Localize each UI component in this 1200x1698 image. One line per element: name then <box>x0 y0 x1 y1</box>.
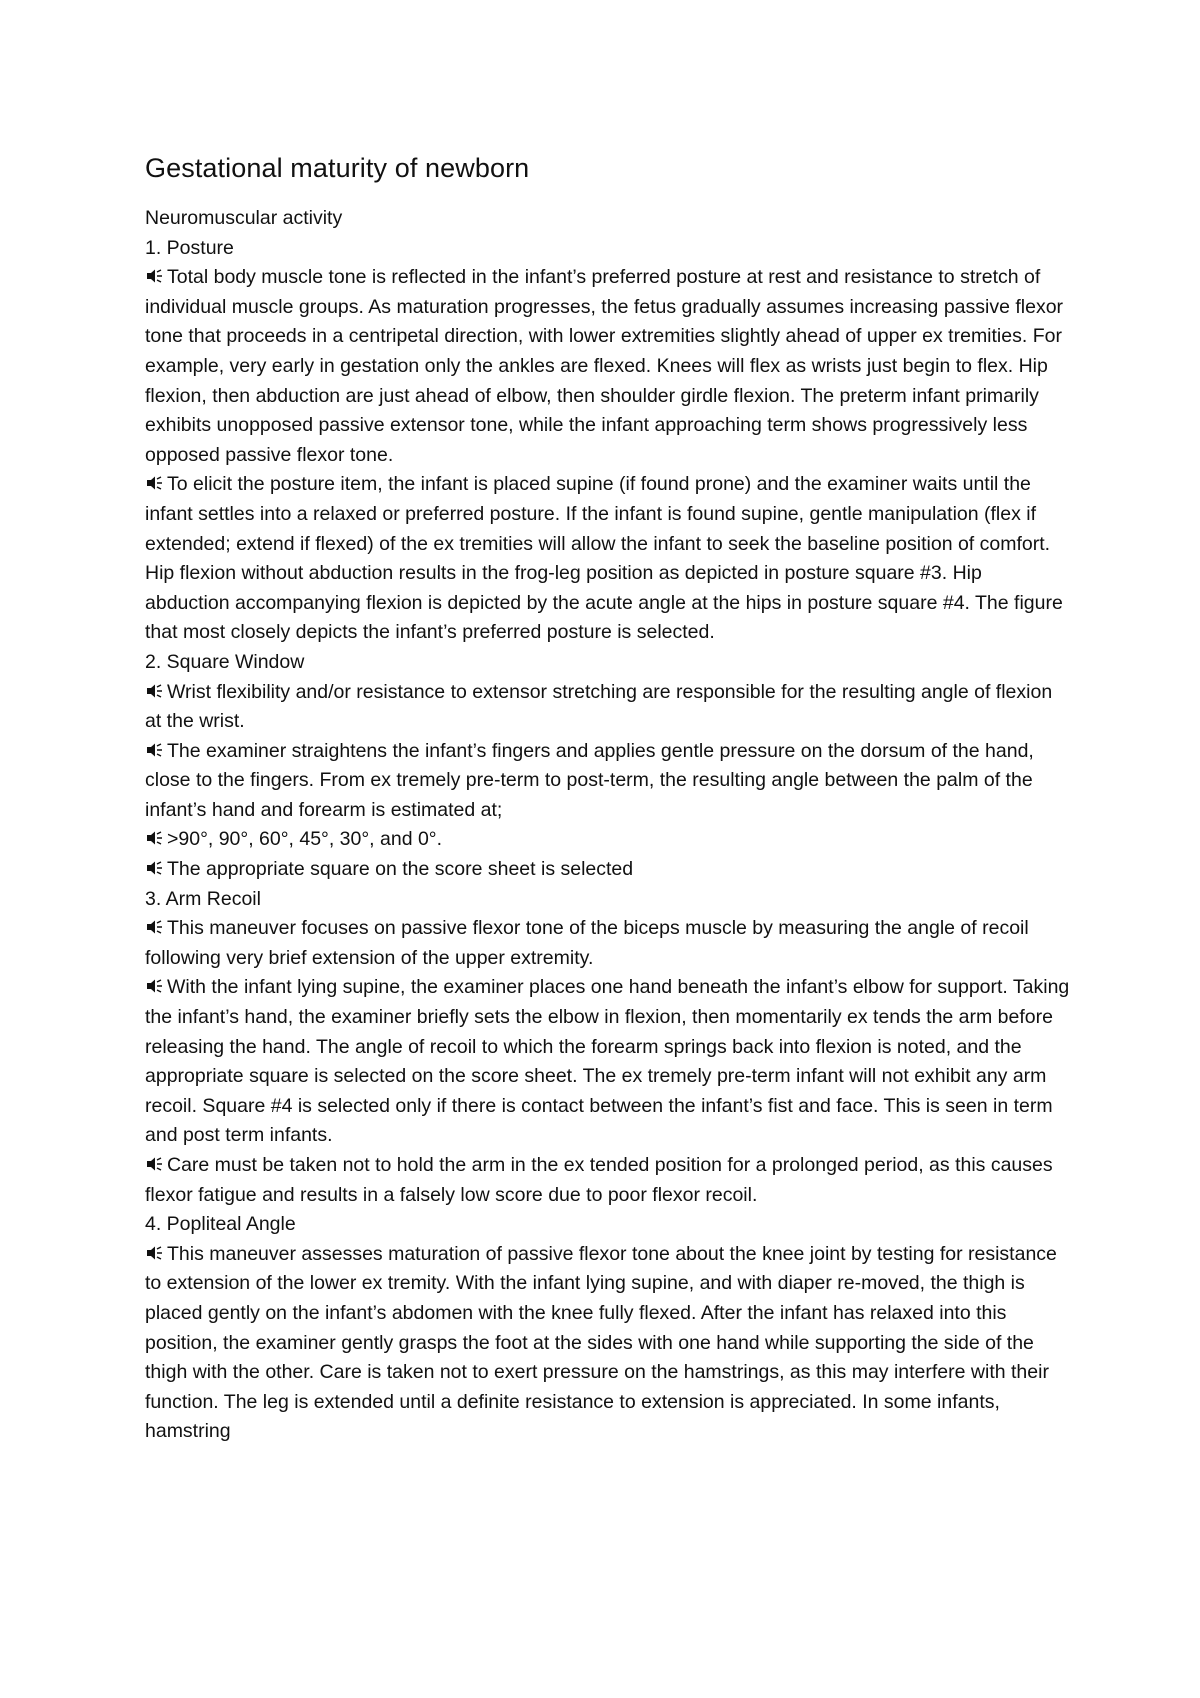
line-text: The examiner straightens the infant’s fingers and applies gentle pressure on the dorsum of the hand, close to the fingers. From ex tremely pre-term to post-term, the resulting angle between the palm of the infant’s hand and forearm is estimated at; <box>145 739 1034 821</box>
speaker-bullet-icon <box>145 475 163 491</box>
speaker-bullet-icon <box>145 830 163 846</box>
document-page <box>145 146 1070 1447</box>
line-text: This maneuver assesses maturation of passive flexor tone about the knee joint by testing for resistance to extension of the lower ex tremity. With the infant lying supine, and with diaper re-moved, the thigh is placed gently on the infant’s abdomen with the knee fully flexed. After the infant has relaxed into this position, the examiner gently grasps the foot at the sides with one hand while supporting the side of the thigh with the other. Care is taken not to exert pressure on the hamstrings, as this may interfere with their function. The leg is extended until a definite resistance to extension is appreciated. In some infants, hamstring <box>145 1242 1057 1443</box>
bullet-paragraph <box>145 1151 1070 1210</box>
line-text: To elicit the posture item, the infant is placed supine (if found prone) and the examiner waits until the infant settles into a relaxed or preferred posture. If the infant is found supine, gentle manipulation (flex if extended; extend if flexed) of the ex tremities will allow the infant to seek the baseline position of comfort. Hip flexion without abduction results in the frog-leg position as depicted in posture square #3. Hip abduction accompanying flexion is depicted by the acute angle at the hips in posture square #4. The figure that most closely depicts the infant’s preferred posture is selected. <box>145 473 1063 644</box>
line-text: >90°, 90°, 60°, 45°, 30°, and 0°. <box>167 828 443 851</box>
bullet-paragraph <box>145 973 1070 1151</box>
line-text: Neuromuscular activity <box>145 207 343 229</box>
line-text: 3. Arm Recoil <box>145 887 261 910</box>
text-line <box>145 885 1070 915</box>
speaker-bullet-icon <box>145 268 163 284</box>
line-text: 2. Square Window <box>145 650 305 673</box>
document-title: Gestational maturity of newborn <box>145 153 530 183</box>
text-line <box>145 1210 1070 1240</box>
speaker-bullet-icon <box>145 683 163 699</box>
line-text: 1. Posture <box>145 236 234 259</box>
document-body <box>145 204 1070 1447</box>
speaker-bullet-icon <box>145 1156 163 1172</box>
line-text: 4. Popliteal Angle <box>145 1213 296 1236</box>
bullet-paragraph <box>145 737 1070 826</box>
bullet-paragraph <box>145 825 1070 855</box>
speaker-bullet-icon <box>145 742 163 758</box>
line-text: This maneuver focuses on passive flexor tone of the biceps muscle by measuring the angle of recoil following very brief extension of the upper extremity. <box>145 917 1029 969</box>
line-text: Wrist flexibility and/or resistance to extensor stretching are responsible for the resulting angle of flexion at the wrist. <box>145 680 1053 733</box>
text-line <box>145 234 1070 264</box>
speaker-bullet-icon <box>145 860 163 876</box>
speaker-bullet-icon <box>145 978 163 994</box>
text-line <box>145 204 1070 234</box>
line-text: The appropriate square on the score sheet is selected <box>167 858 634 881</box>
bullet-paragraph <box>145 855 1070 885</box>
speaker-bullet-icon <box>145 919 163 935</box>
bullet-paragraph <box>145 1240 1070 1447</box>
bullet-paragraph <box>145 914 1070 973</box>
line-text: With the infant lying supine, the examiner places one hand beneath the infant’s elbow for support. Taking the infant’s hand, the examiner briefly sets the elbow in flexion, then momentarily ex tends the arm before releasing the hand. The angle of recoil to which the forearm springs back into flexion is noted, and the appropriate square is selected on the score sheet. The ex tremely pre-term infant will not exhibit any arm recoil. Square #4 is selected only if there is contact between the infant’s fist and face. This is seen in term and post term infants. <box>145 976 1070 1147</box>
bullet-paragraph <box>145 678 1070 737</box>
speaker-bullet-icon <box>145 1245 163 1261</box>
text-line <box>145 648 1070 678</box>
line-text: Total body muscle tone is reflected in the infant’s preferred posture at rest and resistance to stretch of individual muscle groups. As maturation progresses, the fetus gradually assumes increasing passive flexor tone that proceeds in a centripetal direction, with lower extremities slightly ahead of upper ex tremities. For example, very early in gestation only the ankles are flexed. Knees will flex as wrists just begin to flex. Hip flexion, then abduction are just ahead of elbow, then shoulder girdle flexion. The preterm infant primarily exhibits unopposed passive extensor tone, while the infant approaching term shows progressively less opposed passive flexor tone. <box>145 266 1064 466</box>
line-text: Care must be taken not to hold the arm in the ex tended position for a prolonged period, as this causes flexor fatigue and results in a falsely low score due to poor flexor recoil. <box>145 1154 1053 1206</box>
bullet-paragraph <box>145 470 1070 648</box>
bullet-paragraph <box>145 263 1070 470</box>
